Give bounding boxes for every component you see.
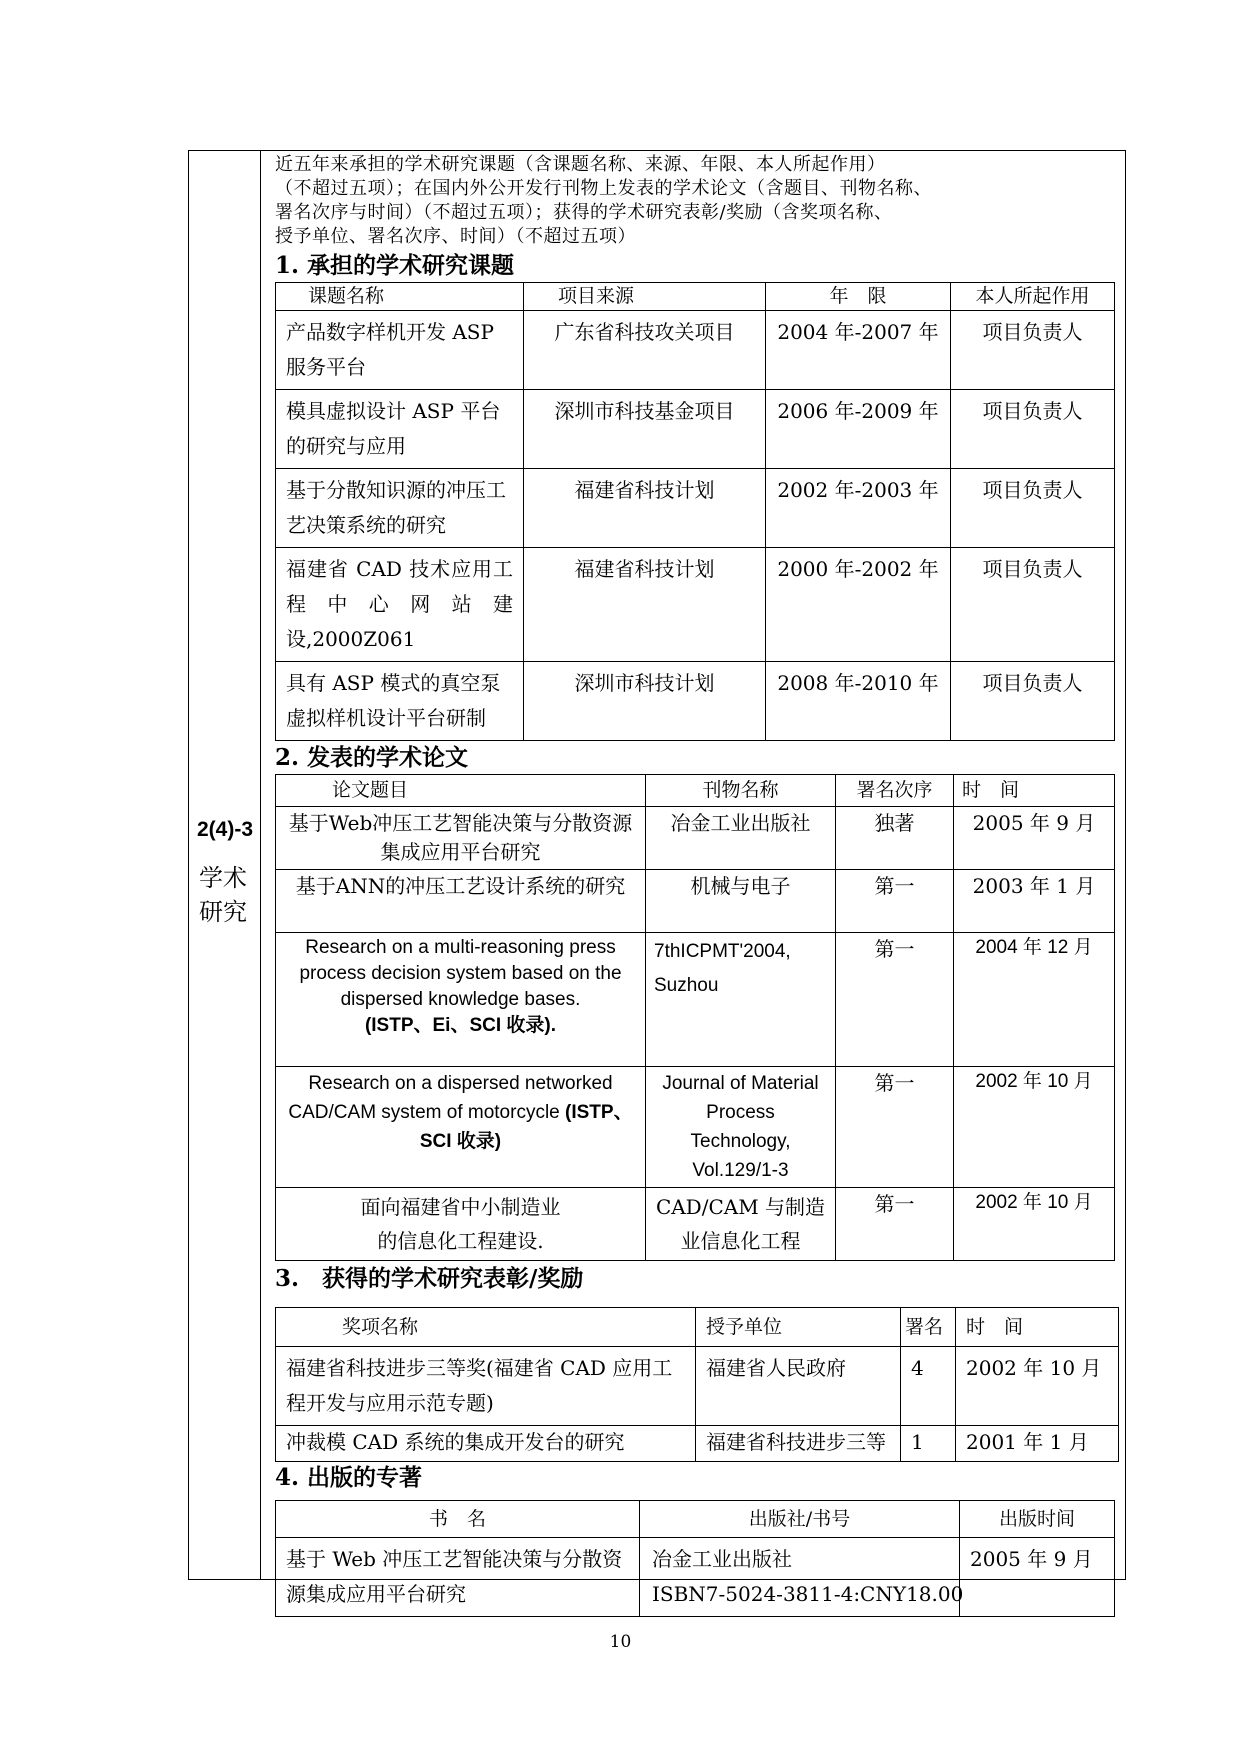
section-number: 2(4)-3 (197, 818, 254, 841)
table-header-row: 奖项名称 授予单位 署名 时 间 (276, 1308, 1119, 1347)
table-row: 基于 Web 冲压工艺智能决策与分散资源集成应用平台研究 冶金工业出版社 ISBN7-5024-3811-4:CNY18.00 2005 年 9 月 (276, 1538, 1115, 1617)
projects-table (275, 282, 1115, 741)
form-frame (188, 150, 1126, 1606)
table-row: 模具虚拟设计 ASP 平台的研究与应用 深圳市科技基金项目 2006 年-2009 年 项目负责人 (276, 390, 1115, 469)
table-row: 冲裁模 CAD 系统的集成开发台的研究 福建省科技进步三等 1 2001 年 1 月 (276, 1426, 1119, 1462)
page-number: 10 (609, 1632, 632, 1652)
section-label-column (189, 151, 261, 1579)
table-row: 产品数字样机开发 ASP 服务平台 广东省科技攻关项目 2004 年-2007 年 项目负责人 (276, 311, 1115, 390)
section-content (275, 151, 1117, 1617)
papers-heading: 2. 发表的学术论文 (275, 744, 469, 771)
table-row: 福建省 CAD 技术应用工 程 中 心 网 站 建 设,2000Z061 福建省科技计划 2000 年-2002 年 项目负责人 (276, 548, 1115, 662)
table-row: 面向福建省中小制造业 的信息化工程建设. CAD/CAM 与制造业信息化工程 第一 2002 年 10 月 (276, 1188, 1115, 1261)
awards-table (275, 1307, 1119, 1462)
table-row: 基于ANN的冲压工艺设计系统的研究 机械与电子 第一 2003 年 1 月 (276, 870, 1115, 933)
awards-heading: 3. 获得的学术研究表彰/奖励 (275, 1265, 584, 1292)
table-row: 基于分散知识源的冲压工艺决策系统的研究 福建省科技计划 2002 年-2003 年 项目负责人 (276, 469, 1115, 548)
table-row: 基于Web冲压工艺智能决策与分散资源集成应用平台研究 冶金工业出版社 独著 2005 年 9 月 (276, 807, 1115, 870)
table-header-row: 论文题目 刊物名称 署名次序 时 间 (276, 775, 1115, 807)
projects-heading: 1. 承担的学术研究课题 (275, 252, 515, 279)
instructions: 近五年来承担的学术研究课题（含课题名称、来源、年限、本人所起作用） （不超过五项）；在国内外公开发行刊物上发表的学术论文（含题目、刊物名称、 署名次序与时间）（不超过五项）；获得的学术研究表彰/奖励（含奖项名称、 授予单位、署名次序、时间）（不超过五项） (275, 154, 932, 247)
table-row: Research on a multi-reasoning press process decision system based on the dispersed knowledge bases. (ISTP、Ei、SCI 收录). 7thICPMT'2004, Suzhou 第一 2004 年 12 月 (276, 933, 1115, 1067)
table-row: 具有 ASP 模式的真空泵虚拟样机设计平台研制 深圳市科技计划 2008 年-2010 年 项目负责人 (276, 662, 1115, 741)
table-row: Research on a dispersed networked CAD/CAM system of motorcycle (ISTP、SCI 收录) Journal of Material Process Technology, Vol.129/1-3 第一 2002 年 10 月 (276, 1067, 1115, 1188)
section-label: 学术研究 (199, 864, 247, 926)
books-heading: 4. 出版的专著 (275, 1464, 423, 1491)
table-row: 福建省科技进步三等奖(福建省 CAD 应用工程开发与应用示范专题) 福建省人民政府 4 2002 年 10 月 (276, 1347, 1119, 1426)
table-header-row: 书 名 出版社/书号 出版时间 (276, 1501, 1115, 1538)
table-header-row: 课题名称 项目来源 年 限 本人所起作用 (276, 283, 1115, 311)
papers-table (275, 774, 1115, 1261)
books-table (275, 1500, 1115, 1617)
